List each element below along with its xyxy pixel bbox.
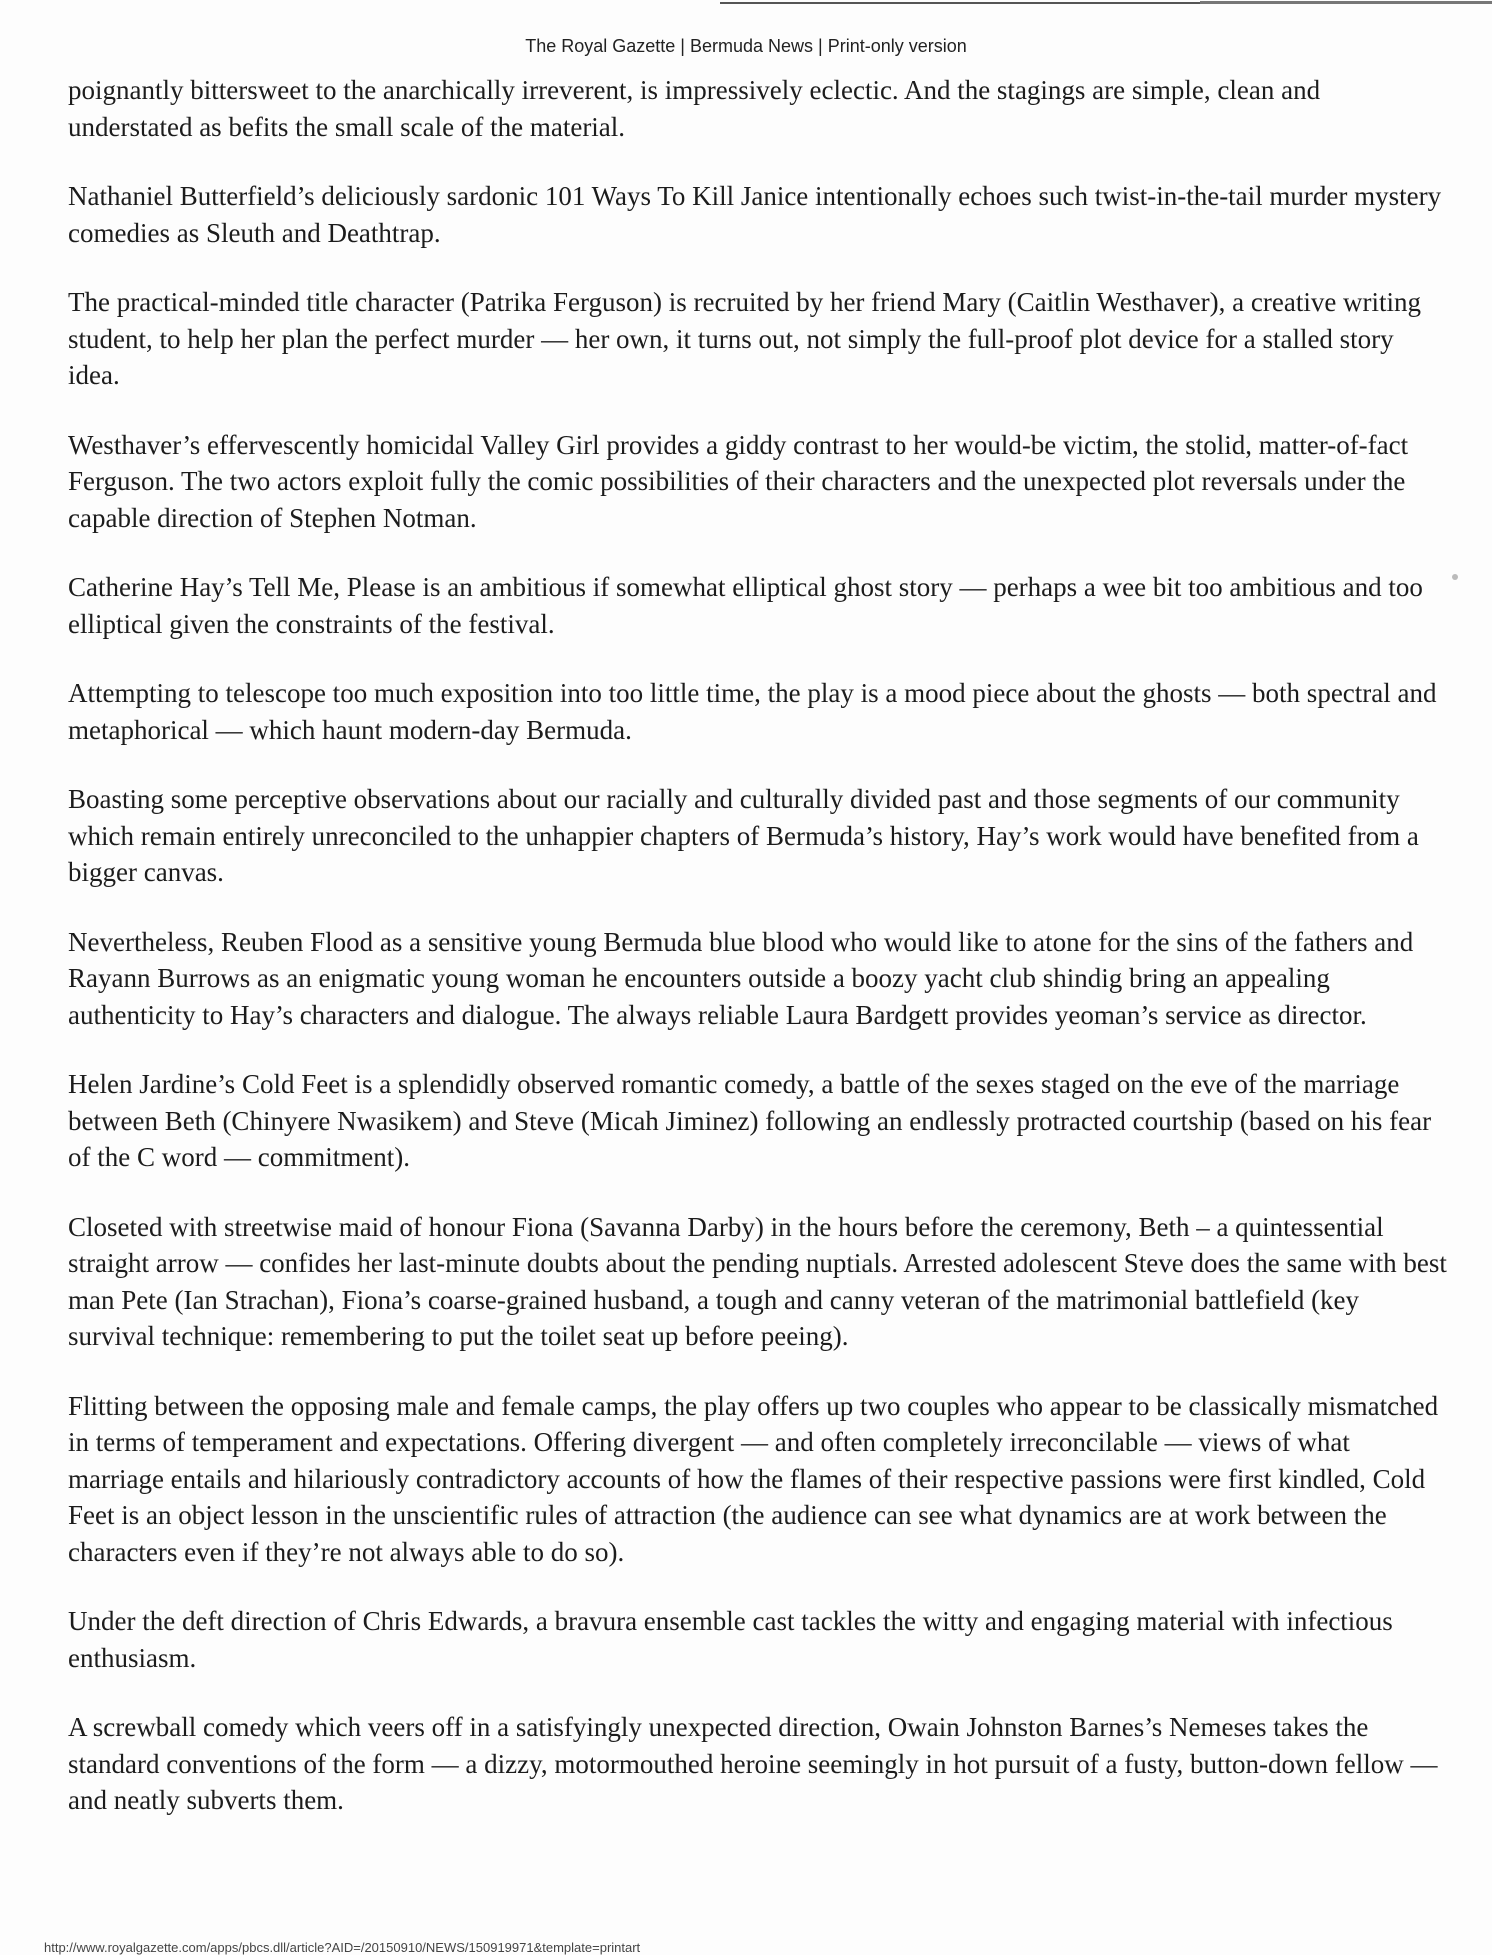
article-paragraph: Catherine Hay’s Tell Me, Please is an ambitious if somewhat elliptical ghost story — perhaps a wee bit too ambitious and too elliptical given the constraints of the festival. xyxy=(68,572,1423,639)
article-paragraph: Under the deft direction of Chris Edwards, a bravura ensemble cast tackles the witty and engaging material with infectious enthusiasm. xyxy=(68,1606,1393,1673)
footer-url: http://www.royalgazette.com/apps/pbcs.dll/article?AID=/20150910/NEWS/150919971&template=printart xyxy=(44,1940,641,1955)
article-paragraph: Nathaniel Butterfield’s deliciously sardonic 101 Ways To Kill Janice intentionally echoes such twist-in-the-tail murder mystery comedies as Sleuth and Deathtrap. xyxy=(68,181,1442,248)
masthead: The Royal Gazette | Bermuda News | Print-only version xyxy=(525,36,967,56)
scan-speck xyxy=(1452,574,1458,580)
article-body xyxy=(68,72,1448,1852)
article-paragraph: A screwball comedy which veers off in a satisfyingly unexpected direction, Owain Johnston Barnes’s Nemeses takes the standard conventions of the form — a dizzy, motormouthed heroine seemingly in hot pursuit of a fusty, button-down fellow — and neatly subverts them. xyxy=(68,1712,1438,1815)
article-paragraph: poignantly bittersweet to the anarchically irreverent, is impressively eclectic. And the stagings are simple, clean and understated as befits the small scale of the material. xyxy=(68,75,1321,142)
article-paragraph: The practical-minded title character (Patrika Ferguson) is recruited by her friend Mary (Caitlin Westhaver), a creative writing student, to help her plan the perfect murder — her own, it turns out, not simply the full-proof plot device for a stalled story idea. xyxy=(68,287,1422,390)
scan-edge-rule-right xyxy=(1200,1,1492,4)
article-paragraph: Westhaver’s effervescently homicidal Valley Girl provides a giddy contrast to her would-be victim, the stolid, matter-of-fact Ferguson. The two actors exploit fully the comic possibilities of their characters and the unexpected plot reversals under the capable direction of Stephen Notman. xyxy=(68,429,1409,533)
article-paragraph: Closeted with streetwise maid of honour Fiona (Savanna Darby) in the hours before the ceremony, Beth – a quintessential straight arrow — confides her last-minute doubts about the pending nuptials. Arrested adolescent Steve does the same with best man Pete (Ian Strachan), Fiona’s coarse-grained husband, a tough and canny veteran of the matrimonial battlefield (key survival technique: remembering to put the toilet seat up before peeing). xyxy=(68,1211,1447,1351)
article-paragraph: Flitting between the opposing male and female camps, the play offers up two couples who appear to be classically mismatched in terms of temperament and expectations. Offering divergent — and often completely irreconcilable — views of what marriage entails and hilariously contradictory accounts of how the flames of their respective passions were first kindled, Cold Feet is an object lesson in the unscientific rules of attraction (the audience can see what dynamics are at work between the characters even if they’re not always able to do so). xyxy=(68,1390,1439,1567)
article-paragraph: Helen Jardine’s Cold Feet is a splendidly observed romantic comedy, a battle of the sexes staged on the eve of the marriage between Beth (Chinyere Nwasikem) and Steve (Micah Jiminez) following an endlessly protracted courtship (based on his fear of the C word — commitment). xyxy=(68,1069,1432,1172)
article-paragraph: Attempting to telescope too much exposition into too little time, the play is a mood piece about the ghosts — both spectral and metaphorical — which haunt modern-day Bermuda. xyxy=(68,678,1437,745)
article-paragraph: Boasting some perceptive observations about our racially and culturally divided past and those segments of our community which remain entirely unreconciled to the unhappier chapters of Bermuda’s history, Hay’s work would have benefited from a bigger canvas. xyxy=(68,784,1419,887)
scan-edge-rule xyxy=(720,2,1200,4)
article-paragraph: Nevertheless, Reuben Flood as a sensitive young Bermuda blue blood who would like to atone for the sins of the fathers and Rayann Burrows as an enigmatic young woman he encounters outside a boozy yacht club shindig bring an appealing authenticity to Hay’s characters and dialogue. The always reliable Laura Bardgett provides yeoman’s service as director. xyxy=(68,926,1414,1030)
